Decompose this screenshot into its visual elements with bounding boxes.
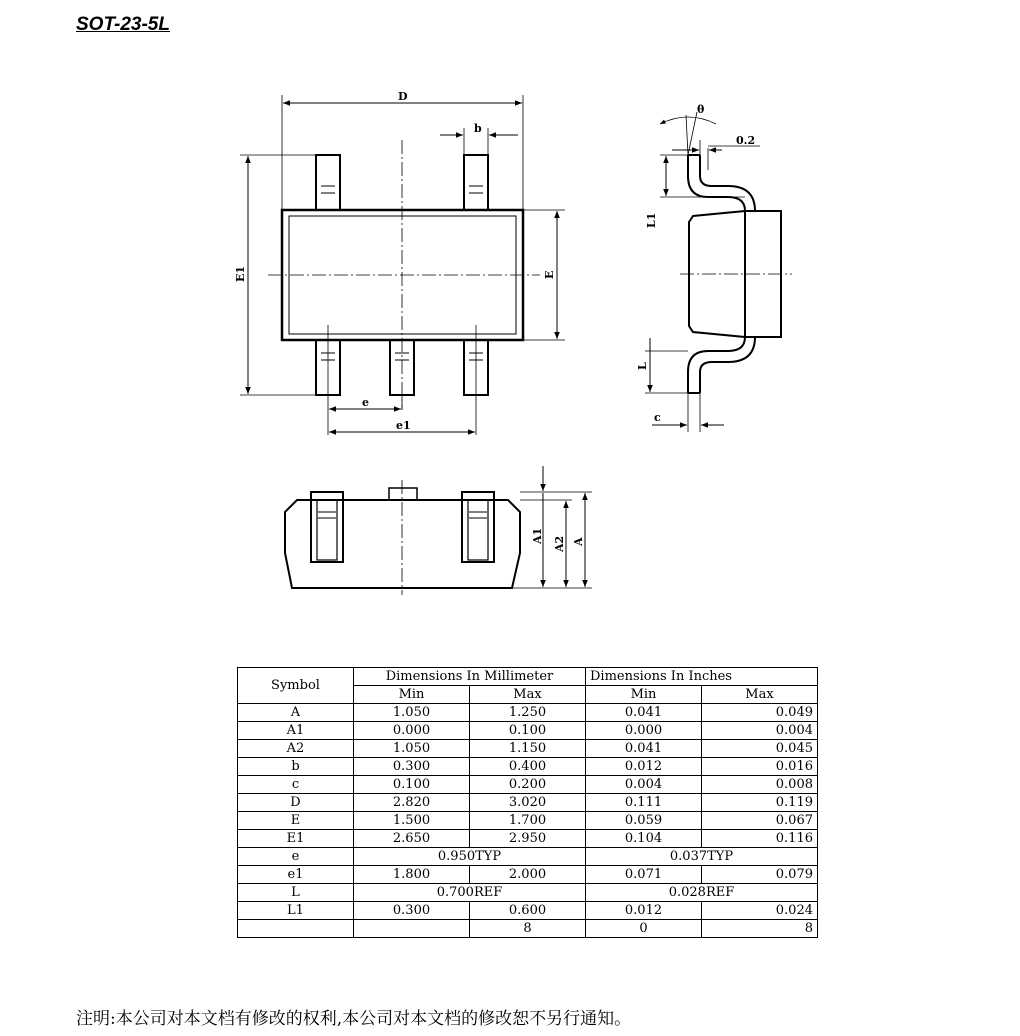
- cell-mm-max: 1.150: [470, 740, 586, 758]
- footer-note: 注明:本公司对本文档有修改的权利,本公司对本文档的修改恕不另行通知。: [76, 1009, 632, 1029]
- cell-in-max: 0.119: [702, 794, 818, 812]
- front-view: [285, 466, 592, 595]
- cell-mm-min: 1.050: [354, 704, 470, 722]
- top-view: [240, 95, 565, 435]
- dimensions-table: [237, 667, 818, 938]
- table-row: [238, 758, 818, 776]
- label-e: e: [362, 396, 369, 409]
- table-row: [238, 722, 818, 740]
- header-mm: Dimensions In Millimeter: [354, 668, 586, 686]
- header-in-min: Min: [586, 686, 702, 704]
- table-row: [238, 830, 818, 848]
- cell-in-min: 0.000: [586, 722, 702, 740]
- cell-in-min: 0.041: [586, 704, 702, 722]
- cell-in-min: 0.111: [586, 794, 702, 812]
- cell-in-max: 0.067: [702, 812, 818, 830]
- cell-mm-max: 1.700: [470, 812, 586, 830]
- cell-symbol: E1: [238, 830, 354, 848]
- label-L: L: [636, 362, 649, 370]
- cell-symbol: e: [238, 848, 354, 866]
- cell-in-max: 0.049: [702, 704, 818, 722]
- label-A2: A2: [553, 535, 566, 552]
- cell-mm-typ: 0.700REF: [354, 884, 586, 902]
- cell-symbol: L: [238, 884, 354, 902]
- cell-symbol: A2: [238, 740, 354, 758]
- cell-mm-min: [354, 920, 470, 938]
- cell-mm-max: 2.950: [470, 830, 586, 848]
- label-D: D: [398, 90, 408, 103]
- cell-symbol: L1: [238, 902, 354, 920]
- table-row: [238, 776, 818, 794]
- cell-in-typ: 0.028REF: [586, 884, 818, 902]
- header-mm-max: Max: [470, 686, 586, 704]
- cell-in-min: 0.071: [586, 866, 702, 884]
- cell-mm-max: 0.100: [470, 722, 586, 740]
- cell-mm-min: 0.300: [354, 758, 470, 776]
- label-E: E: [543, 270, 556, 279]
- cell-symbol: A: [238, 704, 354, 722]
- cell-symbol: E: [238, 812, 354, 830]
- table-row: [238, 902, 818, 920]
- cell-mm-typ: 0.950TYP: [354, 848, 586, 866]
- cell-in-max: 0.116: [702, 830, 818, 848]
- cell-mm-min: 2.820: [354, 794, 470, 812]
- cell-in-max: 0.016: [702, 758, 818, 776]
- cell-mm-max: 2.000: [470, 866, 586, 884]
- cell-in-max: 0.004: [702, 722, 818, 740]
- label-E1: E1: [234, 265, 247, 282]
- table-row: [238, 812, 818, 830]
- table-row: [238, 740, 818, 758]
- cell-mm-min: 2.650: [354, 830, 470, 848]
- table-row: [238, 884, 818, 902]
- label-theta: θ: [697, 103, 705, 116]
- cell-in-min: 0.004: [586, 776, 702, 794]
- cell-symbol: b: [238, 758, 354, 776]
- cell-in-max: 0.045: [702, 740, 818, 758]
- label-A: A: [572, 537, 585, 546]
- cell-mm-min: 1.800: [354, 866, 470, 884]
- table-row: [238, 704, 818, 722]
- label-e1: e1: [396, 419, 411, 432]
- header-in-max: Max: [702, 686, 818, 704]
- cell-mm-min: 0.000: [354, 722, 470, 740]
- cell-in-max: 0.008: [702, 776, 818, 794]
- cell-in-max: 0.024: [702, 902, 818, 920]
- cell-mm-max: 0.400: [470, 758, 586, 776]
- cell-mm-max: 3.020: [470, 794, 586, 812]
- cell-in-max: 8: [702, 920, 818, 938]
- cell-in-min: 0.012: [586, 902, 702, 920]
- page-title: SOT-23-5L: [76, 14, 170, 35]
- cell-mm-min: 0.300: [354, 902, 470, 920]
- cell-symbol: A1: [238, 722, 354, 740]
- cell-in-typ: 0.037TYP: [586, 848, 818, 866]
- cell-in-min: 0.012: [586, 758, 702, 776]
- cell-symbol: e1: [238, 866, 354, 884]
- label-c: c: [654, 411, 661, 424]
- cell-mm-min: 0.100: [354, 776, 470, 794]
- cell-in-max: 0.079: [702, 866, 818, 884]
- cell-mm-min: 1.050: [354, 740, 470, 758]
- label-gap: 0.2: [736, 134, 756, 147]
- cell-in-min: 0.041: [586, 740, 702, 758]
- cell-in-min: 0.059: [586, 812, 702, 830]
- header-symbol: Symbol: [238, 668, 354, 704]
- cell-symbol: D: [238, 794, 354, 812]
- cell-symbol: [238, 920, 354, 938]
- cell-mm-max: 0.200: [470, 776, 586, 794]
- header-in: Dimensions In Inches: [586, 668, 818, 686]
- cell-mm-max: 1.250: [470, 704, 586, 722]
- cell-in-min: 0: [586, 920, 702, 938]
- header-mm-min: Min: [354, 686, 470, 704]
- label-A1: A1: [531, 527, 544, 544]
- cell-in-min: 0.104: [586, 830, 702, 848]
- cell-mm-max: 8: [470, 920, 586, 938]
- label-b: b: [474, 122, 482, 135]
- table-header-row: [238, 668, 818, 686]
- table-row: [238, 920, 818, 938]
- label-L1: L1: [645, 212, 658, 228]
- table-row: [238, 794, 818, 812]
- cell-symbol: c: [238, 776, 354, 794]
- table-row: [238, 848, 818, 866]
- cell-mm-min: 1.500: [354, 812, 470, 830]
- side-view: [645, 112, 792, 432]
- table-row: [238, 866, 818, 884]
- cell-mm-max: 0.600: [470, 902, 586, 920]
